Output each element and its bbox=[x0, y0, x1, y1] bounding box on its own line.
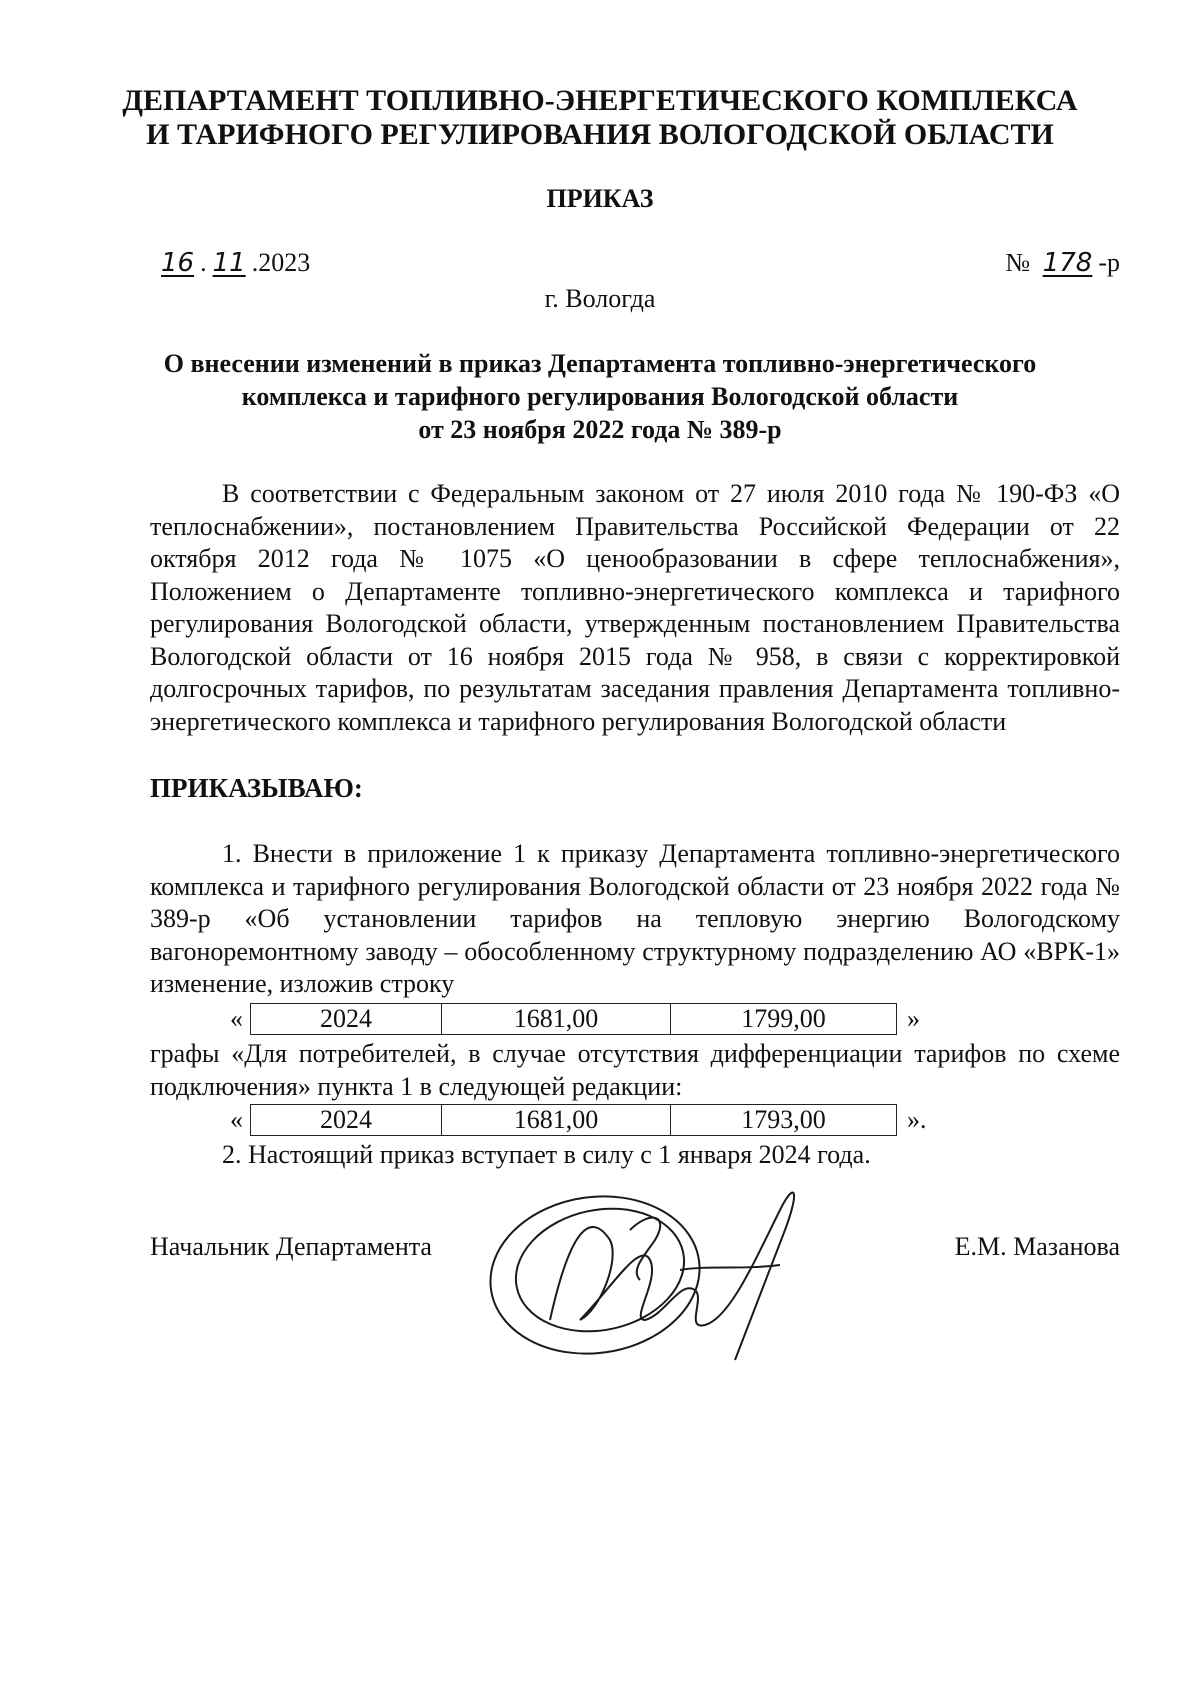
table-cell-year: 2024 bbox=[251, 1105, 442, 1135]
date-month: 11 bbox=[212, 248, 246, 278]
handwritten-signature bbox=[480, 1170, 840, 1370]
quote-close: ». bbox=[907, 1105, 927, 1134]
number-value: 178 bbox=[1042, 248, 1093, 278]
signer-title: Начальник Департамента bbox=[150, 1232, 432, 1261]
tariff-table-old bbox=[250, 1003, 897, 1035]
table-cell-value-2: 1799,00 bbox=[741, 1004, 826, 1033]
department-header bbox=[0, 84, 1200, 152]
date-sep-1: . bbox=[200, 248, 207, 277]
order-date bbox=[155, 248, 310, 278]
signer-name: Е.М. Мазанова bbox=[954, 1232, 1120, 1261]
table-cell-year: 2024 bbox=[251, 1004, 442, 1034]
item-2-paragraph: 2. Настоящий приказ вступает в силу с 1 января 2024 года. bbox=[222, 1140, 871, 1169]
number-suffix: -р bbox=[1098, 248, 1120, 277]
city: г. Вологда bbox=[544, 284, 656, 313]
date-sep-2: . bbox=[251, 248, 259, 277]
tariff-row-new bbox=[230, 1104, 927, 1136]
subject-line-1: О внесении изменений в приказ Департамента топливно-энергетического bbox=[163, 349, 1037, 378]
table-cell-value-1: 1681,00 bbox=[442, 1105, 671, 1135]
item-1-continuation: графы «Для потребителей, в случае отсутствия дифференциации тарифов по схеме подключения» пункта 1 в следующей редакции: bbox=[150, 1039, 1120, 1101]
quote-open: « bbox=[230, 1105, 243, 1134]
preamble-paragraph: В соответствии с Федеральным законом от 27 июля 2010 года № 190-ФЗ «О теплоснабжении», постановлением Правительства Российской Федерации от 22 октября 2012 года № 1075 «О ценообразовании в сфере теплоснабжения», Положением о Департаменте топливно-энергетического комплекса и тарифного регулирования Вологодской области, утвержденным постановлением Правительства Вологодской области от 16 ноября 2015 года № 958, в связи с корректировкой долгосрочных тарифов, по результатам заседания правления Департамента топливно-энергетического комплекса и тарифного регулирования Вологодской области bbox=[150, 479, 1120, 736]
order-number bbox=[1005, 248, 1120, 278]
tariff-row-old bbox=[230, 1003, 920, 1035]
decree-word: ПРИКАЗЫВАЮ: bbox=[150, 773, 363, 803]
subject-line-2: комплекса и тарифного регулирования Вологодской области bbox=[241, 382, 959, 411]
quote-open: « bbox=[230, 1004, 243, 1033]
item-1-paragraph: 1. Внести в приложение 1 к приказу Департамента топливно-энергетического комплекса и тарифного регулирования Вологодской области от 23 ноября 2022 года № 389-р «Об установлении тарифов на тепловую энергию Вологодскому вагоноремонтному заводу – обособленному структурному подразделению АО «ВРК-1» изменение, изложив строку bbox=[150, 839, 1120, 998]
date-year: 2023 bbox=[258, 248, 311, 277]
date-day: 16 bbox=[161, 248, 195, 278]
order-subject bbox=[0, 347, 1200, 446]
table-cell-value-2: 1793,00 bbox=[741, 1105, 826, 1134]
header-line-1: ДЕПАРТАМЕНТ ТОПЛИВНО-ЭНЕРГЕТИЧЕСКОГО КОМПЛЕКСА bbox=[122, 84, 1078, 117]
quote-close: » bbox=[907, 1004, 920, 1033]
table-cell-value-1: 1681,00 bbox=[442, 1004, 671, 1034]
tariff-table-new bbox=[250, 1104, 897, 1136]
number-prefix: № bbox=[1005, 248, 1031, 277]
header-line-2: И ТАРИФНОГО РЕГУЛИРОВАНИЯ ВОЛОГОДСКОЙ ОБЛАСТИ bbox=[146, 118, 1054, 151]
order-title: ПРИКАЗ bbox=[546, 184, 654, 213]
subject-line-3: от 23 ноября 2022 года № 389-р bbox=[418, 415, 782, 444]
